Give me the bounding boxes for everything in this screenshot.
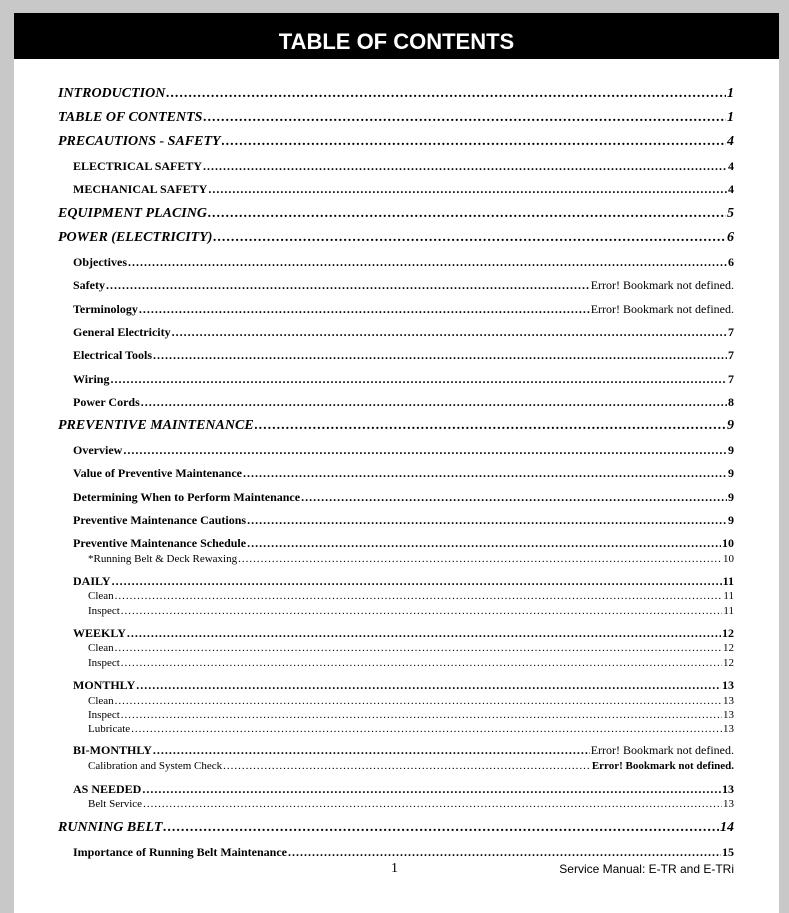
toc-entry-preventive-maintenance-cautions[interactable] xyxy=(73,513,734,528)
leader-dots xyxy=(128,255,727,270)
toc-label: Importance of Running Belt Maintenance xyxy=(73,845,287,859)
toc-entry-safety[interactable] xyxy=(73,278,734,293)
toc-entry-belt-service[interactable] xyxy=(88,798,734,810)
toc-page-number: 4 xyxy=(727,134,734,149)
leader-dots xyxy=(139,302,590,317)
leader-dots xyxy=(166,86,726,102)
toc-label: MONTHLY xyxy=(73,678,136,692)
leader-dots xyxy=(136,678,721,693)
toc-entry-wiring[interactable] xyxy=(73,372,734,387)
toc-entry-bi-monthly[interactable] xyxy=(73,743,734,758)
toc-entry-terminology[interactable] xyxy=(73,302,734,317)
toc-page-number: 6 xyxy=(727,230,734,245)
toc-page-number: 13 xyxy=(722,678,734,692)
viewer-top-margin xyxy=(0,0,789,13)
leader-dots xyxy=(203,110,726,126)
toc-page-number: 12 xyxy=(723,657,734,669)
document-page xyxy=(14,13,779,913)
toc-entry-monthly-lubricate[interactable] xyxy=(88,723,734,735)
toc-page-number: 13 xyxy=(723,709,734,721)
toc-label: General Electricity xyxy=(73,325,171,339)
toc-label: AS NEEDED xyxy=(73,782,142,796)
toc-page-number: 11 xyxy=(723,605,734,617)
toc-entry-running-belt[interactable] xyxy=(58,820,734,836)
leader-dots xyxy=(131,723,722,735)
toc-label: Inspect xyxy=(88,657,120,669)
leader-dots xyxy=(121,657,722,669)
toc-page-number: 6 xyxy=(728,255,734,269)
toc-page-number: 8 xyxy=(728,395,734,409)
toc-page-number: 4 xyxy=(728,159,734,173)
leader-dots xyxy=(247,536,721,551)
leader-dots xyxy=(121,709,722,721)
toc-label: Preventive Maintenance Cautions xyxy=(73,513,247,527)
toc-page-number: 4 xyxy=(728,182,734,196)
toc-page-number: 9 xyxy=(728,466,734,480)
toc-page-number: 7 xyxy=(728,325,734,339)
toc-label: Clean xyxy=(88,590,114,602)
toc-label: EQUIPMENT PLACING xyxy=(58,206,207,221)
toc-label: PRECAUTIONS - SAFETY xyxy=(58,134,221,149)
toc-label: INTRODUCTION xyxy=(58,86,166,101)
toc-page-number: 13 xyxy=(723,695,734,707)
leader-dots xyxy=(223,760,591,772)
toc-label: Objectives xyxy=(73,255,127,269)
toc-label: Wiring xyxy=(73,372,110,386)
toc-page-number: Error! Bookmark not defined. xyxy=(590,278,734,292)
toc-label: Calibration and System Check xyxy=(88,760,223,772)
toc-entry-preventive-maintenance[interactable] xyxy=(58,418,734,434)
toc-page-number: 7 xyxy=(728,372,734,386)
toc-entry-general-electricity[interactable] xyxy=(73,325,734,340)
leader-dots xyxy=(153,348,727,363)
toc-label: Power Cords xyxy=(73,395,140,409)
toc-entry-weekly-inspect[interactable] xyxy=(88,657,734,669)
toc-entry-mechanical-safety[interactable] xyxy=(73,182,734,197)
toc-page-number: 13 xyxy=(723,798,734,810)
toc-entry-objectives[interactable] xyxy=(73,255,734,270)
toc-label: Determining When to Perform Maintenance xyxy=(73,490,301,504)
toc-label: Safety xyxy=(73,278,105,292)
leader-dots xyxy=(208,206,726,222)
leader-dots xyxy=(163,820,719,836)
toc-entry-equipment-placing[interactable] xyxy=(58,206,734,222)
toc-page-number: 11 xyxy=(723,590,734,602)
leader-dots xyxy=(301,490,727,505)
viewer-right-margin xyxy=(779,0,789,913)
leader-dots xyxy=(106,278,590,293)
toc-label: DAILY xyxy=(73,574,111,588)
toc-page-number: 10 xyxy=(722,536,734,550)
leader-dots xyxy=(247,513,727,528)
toc-page-number: 1 xyxy=(727,110,734,125)
toc-entry-determining-when-to-perform-maintenance[interactable] xyxy=(73,490,734,505)
toc-entry-as-needed[interactable] xyxy=(73,782,734,797)
toc-page-number: 7 xyxy=(728,348,734,362)
toc-entry-power-cords[interactable] xyxy=(73,395,734,410)
leader-dots xyxy=(127,626,721,641)
toc-entry-monthly-clean[interactable] xyxy=(88,695,734,707)
toc-label: Clean xyxy=(88,695,114,707)
toc-entry-electrical-safety[interactable] xyxy=(73,159,734,174)
leader-dots xyxy=(121,605,723,617)
toc-label: RUNNING BELT xyxy=(58,820,163,835)
leader-dots xyxy=(110,372,727,387)
toc-page-number: 12 xyxy=(723,642,734,654)
leader-dots xyxy=(203,159,727,174)
toc-label: WEEKLY xyxy=(73,626,126,640)
toc-page-number: 10 xyxy=(723,553,734,565)
toc-entry-electrical-tools[interactable] xyxy=(73,348,734,363)
toc-label: Inspect xyxy=(88,709,120,721)
footer-manual-title: Service Manual: E-TR and E-TRi xyxy=(559,862,734,876)
toc-entry-overview[interactable] xyxy=(73,443,734,458)
toc-page-number: 14 xyxy=(720,820,734,835)
toc-entry-importance-of-running-belt-maintenance[interactable] xyxy=(73,845,734,860)
toc-entry-weekly[interactable] xyxy=(73,626,734,641)
toc-page-number: 12 xyxy=(722,626,734,640)
toc-label: Value of Preventive Maintenance xyxy=(73,466,242,480)
leader-dots xyxy=(142,782,721,797)
toc-label: ELECTRICAL SAFETY xyxy=(73,159,203,173)
leader-dots xyxy=(243,466,727,481)
toc-entry-calibration-and-system-check[interactable] xyxy=(88,760,734,772)
toc-entry-value-of-preventive-maintenance[interactable] xyxy=(73,466,734,481)
toc-page-number: 13 xyxy=(722,782,734,796)
leader-dots xyxy=(141,395,727,410)
toc-label: Preventive Maintenance Schedule xyxy=(73,536,247,550)
toc-entry-daily[interactable] xyxy=(73,574,734,589)
footer-page-number: 1 xyxy=(391,861,398,876)
toc-label: POWER (ELECTRICITY) xyxy=(58,230,213,245)
leader-dots xyxy=(115,642,722,654)
toc-label: Overview xyxy=(73,443,123,457)
toc-entry-introduction[interactable] xyxy=(58,86,734,102)
leader-dots xyxy=(208,182,727,197)
leader-dots xyxy=(222,134,726,150)
toc-page-number: 9 xyxy=(728,443,734,457)
leader-dots xyxy=(112,574,722,589)
toc-page-number: 13 xyxy=(723,723,734,735)
toc-page-number: 9 xyxy=(728,490,734,504)
leader-dots xyxy=(172,325,727,340)
toc-label: Inspect xyxy=(88,605,120,617)
toc-label: Terminology xyxy=(73,302,138,316)
toc-entry-monthly[interactable] xyxy=(73,678,734,693)
toc-page-number: 1 xyxy=(727,86,734,101)
table-of-contents xyxy=(14,13,779,913)
leader-dots xyxy=(255,418,726,434)
leader-dots xyxy=(115,590,723,602)
leader-dots xyxy=(143,798,722,810)
toc-label: TABLE OF CONTENTS xyxy=(58,110,203,125)
page-title: TABLE OF CONTENTS xyxy=(14,13,779,59)
toc-label: Clean xyxy=(88,642,114,654)
toc-page-number: 11 xyxy=(722,574,734,588)
leader-dots xyxy=(153,743,590,758)
toc-label: Electrical Tools xyxy=(73,348,152,362)
toc-entry-table-of-contents[interactable] xyxy=(58,110,734,126)
toc-label: Belt Service xyxy=(88,798,143,810)
leader-dots xyxy=(123,443,727,458)
toc-entry-running-belt-deck-rewaxing[interactable] xyxy=(88,553,734,565)
toc-entry-weekly-clean[interactable] xyxy=(88,642,734,654)
leader-dots xyxy=(213,230,726,246)
toc-page-number: Error! Bookmark not defined. xyxy=(590,743,734,757)
toc-page-number: 5 xyxy=(727,206,734,221)
toc-entry-preventive-maintenance-schedule[interactable] xyxy=(73,536,734,551)
toc-entry-daily-clean[interactable] xyxy=(88,590,734,602)
toc-label: MECHANICAL SAFETY xyxy=(73,182,208,196)
toc-label: Lubricate xyxy=(88,723,131,735)
toc-label: BI-MONTHLY xyxy=(73,743,152,757)
toc-page-number: 15 xyxy=(722,845,734,859)
toc-entry-precautions-safety[interactable] xyxy=(58,134,734,150)
toc-entry-power-electricity[interactable] xyxy=(58,230,734,246)
viewer-left-margin xyxy=(0,0,14,913)
toc-page-number: 9 xyxy=(727,418,734,433)
toc-page-number: 9 xyxy=(728,513,734,527)
leader-dots xyxy=(238,553,722,565)
toc-page-number: Error! Bookmark not defined. xyxy=(591,760,734,772)
leader-dots xyxy=(115,695,722,707)
leader-dots xyxy=(288,845,721,860)
toc-entry-monthly-inspect[interactable] xyxy=(88,709,734,721)
toc-entry-daily-inspect[interactable] xyxy=(88,605,734,617)
toc-label: *Running Belt & Deck Rewaxing xyxy=(88,553,238,565)
toc-label: PREVENTIVE MAINTENANCE xyxy=(58,418,254,433)
toc-page-number: Error! Bookmark not defined. xyxy=(590,302,734,316)
